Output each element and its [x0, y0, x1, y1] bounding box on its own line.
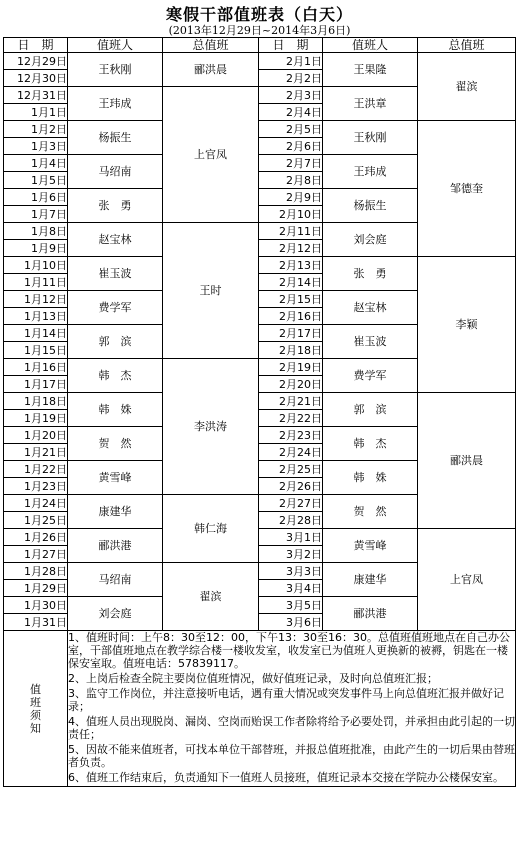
page-title: 寒假干部值班表（白天）: [165, 5, 353, 24]
left-date-cell: 1月3日: [4, 138, 68, 155]
left-duty-person-cell: 郭 滨: [68, 325, 163, 359]
right-duty-person-cell: 韩 姝: [323, 461, 418, 495]
duty-schedule-table: [3, 37, 516, 787]
left-date-cell: 1月16日: [4, 359, 68, 376]
left-date-cell: 12月31日: [4, 87, 68, 104]
notes-label-char: 值: [30, 682, 41, 696]
right-date-cell: 3月2日: [259, 546, 323, 563]
header-date-right: 日 期: [259, 38, 323, 53]
left-date-cell: 1月1日: [4, 104, 68, 121]
right-chief-cell: 上官凤: [418, 529, 516, 631]
right-date-cell: 2月6日: [259, 138, 323, 155]
right-date-cell: 2月21日: [259, 393, 323, 410]
notes-label-char: 班: [30, 695, 41, 709]
left-chief-cell: 郦洪晨: [163, 53, 259, 87]
right-duty-person-cell: 刘会庭: [323, 223, 418, 257]
left-duty-person-cell: 杨振生: [68, 121, 163, 155]
right-date-cell: 2月10日: [259, 206, 323, 223]
left-date-cell: 1月28日: [4, 563, 68, 580]
note-item: 5、因故不能来值班者，可找本单位干部替班，并报总值班批准，由此产生的一切后果由替班者负责。: [68, 743, 515, 769]
left-date-cell: 1月13日: [4, 308, 68, 325]
header-duty-right: 值班人: [323, 38, 418, 53]
date-range-subtitle: (2013年12月29日~2014年3月6日): [168, 24, 351, 37]
right-duty-person-cell: 费学军: [323, 359, 418, 393]
left-duty-person-cell: 贺 然: [68, 427, 163, 461]
left-date-cell: 1月26日: [4, 529, 68, 546]
notes-label-char: 须: [30, 708, 41, 722]
right-date-cell: 2月19日: [259, 359, 323, 376]
notes-content: [68, 631, 516, 787]
left-date-cell: 1月9日: [4, 240, 68, 257]
table-row: [4, 121, 516, 138]
right-date-cell: 2月1日: [259, 53, 323, 70]
left-date-cell: 1月27日: [4, 546, 68, 563]
right-duty-person-cell: 康建华: [323, 563, 418, 597]
right-date-cell: 2月5日: [259, 121, 323, 138]
header-chief-right: 总值班: [418, 38, 516, 53]
right-date-cell: 2月17日: [259, 325, 323, 342]
right-date-cell: 2月7日: [259, 155, 323, 172]
left-date-cell: 1月18日: [4, 393, 68, 410]
note-item: 2、上岗后检查全院主要岗位值班情况，做好值班记录，及时向总值班汇报；: [68, 672, 438, 685]
right-duty-person-cell: 张 勇: [323, 257, 418, 291]
right-date-cell: 3月3日: [259, 563, 323, 580]
table-row: [4, 393, 516, 410]
left-duty-person-cell: 郦洪港: [68, 529, 163, 563]
header-row: [4, 38, 516, 53]
left-date-cell: 1月21日: [4, 444, 68, 461]
left-date-cell: 1月20日: [4, 427, 68, 444]
left-date-cell: 1月8日: [4, 223, 68, 240]
left-duty-person-cell: 王秋刚: [68, 53, 163, 87]
header-duty-left: 值班人: [68, 38, 163, 53]
right-date-cell: 2月15日: [259, 291, 323, 308]
right-duty-person-cell: 王果隆: [323, 53, 418, 87]
right-date-cell: 2月11日: [259, 223, 323, 240]
left-duty-person-cell: 王玮成: [68, 87, 163, 121]
right-date-cell: 2月8日: [259, 172, 323, 189]
right-date-cell: 2月9日: [259, 189, 323, 206]
right-date-cell: 3月5日: [259, 597, 323, 614]
left-date-cell: 1月11日: [4, 274, 68, 291]
left-duty-person-cell: 黄雪峰: [68, 461, 163, 495]
left-chief-cell: 上官凤: [163, 87, 259, 223]
left-date-cell: 1月22日: [4, 461, 68, 478]
left-chief-cell: 王时: [163, 223, 259, 359]
schedule-body: [4, 53, 516, 631]
left-date-cell: 1月10日: [4, 257, 68, 274]
right-duty-person-cell: 赵宝林: [323, 291, 418, 325]
notes-label-char: 知: [30, 721, 41, 735]
left-duty-person-cell: 费学军: [68, 291, 163, 325]
notes-label-text: [4, 683, 67, 735]
left-date-cell: 1月15日: [4, 342, 68, 359]
note-item: 1、值班时间：上午8：30至12：00，下午13：30至16：30。总值班值班地点在自己办公室，干部值班地点在教学综合楼一楼收发室，收发室已为值班人更换新的被褥，钥匙在一楼保安室取。值班电话：57839117。: [68, 631, 510, 670]
left-date-cell: 1月6日: [4, 189, 68, 206]
right-date-cell: 2月28日: [259, 512, 323, 529]
left-duty-person-cell: 马绍南: [68, 563, 163, 597]
right-date-cell: 2月3日: [259, 87, 323, 104]
left-duty-person-cell: 崔玉波: [68, 257, 163, 291]
right-date-cell: 2月13日: [259, 257, 323, 274]
right-date-cell: 2月20日: [259, 376, 323, 393]
left-date-cell: 1月7日: [4, 206, 68, 223]
left-date-cell: 1月12日: [4, 291, 68, 308]
right-date-cell: 2月22日: [259, 410, 323, 427]
notes-row: [4, 631, 516, 787]
note-item: 4、值班人员出现脱岗、漏岗、空岗而贻误工作者除将给予必要处罚，并承担由此引起的一切责任；: [68, 715, 515, 741]
left-date-cell: 1月30日: [4, 597, 68, 614]
right-duty-person-cell: 郦洪港: [323, 597, 418, 631]
left-duty-person-cell: 赵宝林: [68, 223, 163, 257]
left-duty-person-cell: 马绍南: [68, 155, 163, 189]
left-date-cell: 1月14日: [4, 325, 68, 342]
notes-list: [68, 631, 515, 784]
left-date-cell: 1月24日: [4, 495, 68, 512]
notes-label: [4, 631, 68, 787]
left-date-cell: 1月2日: [4, 121, 68, 138]
left-date-cell: 1月4日: [4, 155, 68, 172]
right-chief-cell: 李颖: [418, 257, 516, 393]
note-item: 6、值班工作结束后，负责通知下一值班人员接班，值班记录本交接在学院办公楼保安室。: [68, 771, 504, 784]
right-date-cell: 2月12日: [259, 240, 323, 257]
left-date-cell: 1月29日: [4, 580, 68, 597]
right-date-cell: 2月24日: [259, 444, 323, 461]
left-date-cell: 1月31日: [4, 614, 68, 631]
left-chief-cell: 翟滨: [163, 563, 259, 631]
left-duty-person-cell: 韩 姝: [68, 393, 163, 427]
right-date-cell: 3月4日: [259, 580, 323, 597]
left-chief-cell: 韩仁海: [163, 495, 259, 563]
right-date-cell: 3月6日: [259, 614, 323, 631]
left-date-cell: 1月5日: [4, 172, 68, 189]
table-row: [4, 257, 516, 274]
left-date-cell: 1月19日: [4, 410, 68, 427]
left-duty-person-cell: 康建华: [68, 495, 163, 529]
right-duty-person-cell: 韩 杰: [323, 427, 418, 461]
right-duty-person-cell: 杨振生: [323, 189, 418, 223]
right-chief-cell: 翟滨: [418, 53, 516, 121]
right-duty-person-cell: 王洪章: [323, 87, 418, 121]
right-date-cell: 2月16日: [259, 308, 323, 325]
right-duty-person-cell: 崔玉波: [323, 325, 418, 359]
right-date-cell: 2月25日: [259, 461, 323, 478]
right-chief-cell: 郦洪晨: [418, 393, 516, 529]
right-date-cell: 2月23日: [259, 427, 323, 444]
right-duty-person-cell: 王玮成: [323, 155, 418, 189]
left-date-cell: 1月17日: [4, 376, 68, 393]
header-date-left: 日 期: [4, 38, 68, 53]
right-date-cell: 3月1日: [259, 529, 323, 546]
right-date-cell: 2月26日: [259, 478, 323, 495]
right-duty-person-cell: 黄雪峰: [323, 529, 418, 563]
header-chief-left: 总值班: [163, 38, 259, 53]
left-date-cell: 12月29日: [4, 53, 68, 70]
left-chief-cell: 李洪涛: [163, 359, 259, 495]
left-duty-person-cell: 韩 杰: [68, 359, 163, 393]
table-row: [4, 53, 516, 70]
left-duty-person-cell: 刘会庭: [68, 597, 163, 631]
right-date-cell: 2月27日: [259, 495, 323, 512]
right-chief-cell: 邹德奎: [418, 121, 516, 257]
right-duty-person-cell: 王秋刚: [323, 121, 418, 155]
left-date-cell: 1月23日: [4, 478, 68, 495]
right-duty-person-cell: 郭 滨: [323, 393, 418, 427]
left-date-cell: 1月25日: [4, 512, 68, 529]
left-duty-person-cell: 张 勇: [68, 189, 163, 223]
note-item: 3、监守工作岗位，并注意接听电话，遇有重大情况或突发事件马上向总值班汇报并做好记录；: [68, 687, 504, 713]
left-date-cell: 12月30日: [4, 70, 68, 87]
right-date-cell: 2月18日: [259, 342, 323, 359]
table-row: [4, 529, 516, 546]
right-duty-person-cell: 贺 然: [323, 495, 418, 529]
right-date-cell: 2月4日: [259, 104, 323, 121]
right-date-cell: 2月14日: [259, 274, 323, 291]
right-date-cell: 2月2日: [259, 70, 323, 87]
